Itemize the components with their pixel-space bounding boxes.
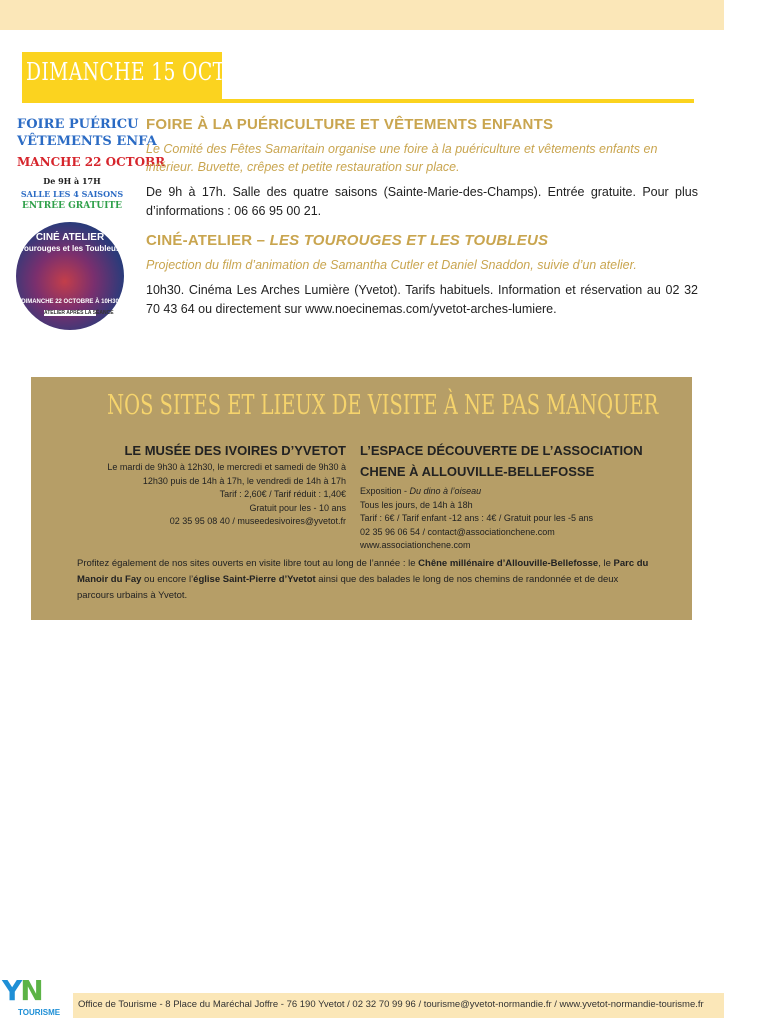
poster-line: ATELIER APRÈS LA SÉANCE (44, 310, 114, 316)
museum-price: Tarif : 2,60€ / Tarif réduit : 1,40€ (219, 489, 346, 499)
espace-price: Tarif : 6€ / Tarif enfant -12 ans : 4€ / Gratuit pour les -5 ans (360, 513, 593, 523)
event-description: Projection du film d’animation de Samantha Cutler et Daniel Snaddon, suivie d’un atelier. (146, 258, 637, 272)
espace-block (360, 440, 680, 553)
event-title-film: LES TOUROUGES ET LES TOUBLEUS (269, 232, 549, 249)
free-visit-paragraph (77, 556, 657, 604)
text-run-bold: église Saint-Pierre d’Yvetot (193, 574, 316, 585)
poster-line: MANCHE 22 OCTOBR (17, 155, 166, 169)
museum-hours: 12h30 puis de 14h à 17h, le vendredi de 14h à 17h (142, 475, 346, 486)
espace-website: www.associationchene.com (360, 540, 471, 550)
espace-expo (360, 485, 680, 499)
poster-line: FOIRE PUÉRICU (17, 117, 139, 132)
event-description: Le Comité des Fêtes Samaritain organise une foire à la puériculture et vêtements enfants en intérieur. Buvette, crêpes et petite restauration sur place. (146, 142, 658, 174)
cine-atelier-poster-image (16, 222, 124, 330)
poster-line: VÊTEMENTS ENFA (17, 134, 157, 149)
date-heading: DIMANCHE 15 OCTOBRE (26, 58, 284, 86)
event-title-prefix: CINÉ-ATELIER – (146, 232, 270, 249)
poster-line: Tourouges et les Toubleus (19, 244, 121, 253)
event-title (146, 232, 548, 249)
sites-heading-text: NOS SITES ET LIEUX DE VISITE À NE PAS MANQUER (107, 390, 659, 421)
text-run-bold: Chêne millénaire d’Allouville-Bellefosse (418, 558, 599, 569)
date-heading-rule (22, 99, 694, 103)
event-info: 10h30. Cinéma Les Arches Lumière (Yvetot). Tarifs habituels. Information et réservation au 02 32 70 43 64 ou directement sur www.noecinemas.com/yvetot-arches-lumiere. (146, 283, 698, 316)
text-run: , le (598, 558, 614, 569)
text-run: ou encore l’ (141, 574, 194, 585)
text-run-bold: Parc du Manoir du Fay (77, 558, 649, 585)
espace-expo-title: Du dino à l’oiseau (409, 486, 482, 496)
top-band (0, 0, 724, 30)
event-title: FOIRE À LA PUÉRICULTURE ET VÊTEMENTS ENFANTS (146, 116, 554, 133)
espace-expo-label: Exposition - (360, 486, 410, 496)
logo-letter: Y (2, 974, 21, 1007)
logo-letter: N (20, 974, 42, 1007)
espace-hours: Tous les jours, de 14h à 18h (360, 499, 473, 510)
poster-line: DIMANCHE 22 OCTOBRE À 10H30 (21, 299, 119, 305)
sites-heading (0, 390, 724, 421)
museum-price: Gratuit pour les - 10 ans (249, 502, 346, 513)
footer-contact-line: Office de Tourisme - 8 Place du Maréchal Joffre - 76 190 Yvetot / 02 32 70 99 96 / tourisme@yvetot-normandie.fr / www.yvetot-normandie-tourisme.fr (78, 999, 704, 1010)
museum-hours: Le mardi de 9h30 à 12h30, le mercredi et samedi de 9h30 à (107, 462, 346, 472)
logo-mark (2, 974, 42, 1007)
text-run: Profitez également de nos sites ouverts en visite libre tout au long de l’année : le (77, 558, 419, 569)
yvetot-tourisme-logo (0, 974, 73, 1020)
event-info: De 9h à 17h. Salle des quatre saisons (Sainte-Marie-des-Champs). Entrée gratuite. Pour plus d’informations : 06 66 95 00 21. (146, 185, 698, 218)
museum-block (40, 440, 346, 529)
poster-line: De 9H à 17H (43, 176, 101, 186)
poster-line: ENTRÉE GRATUITE (21, 201, 123, 211)
espace-name: CHENE À ALLOUVILLE-BELLEFOSSE (360, 464, 595, 479)
museum-contact: 02 35 95 08 40 / museedesivoires@yvetot.fr (169, 516, 346, 526)
foire-poster-image (17, 112, 166, 214)
espace-contact: 02 35 96 06 54 / contact@associationchene.com (360, 526, 555, 537)
poster-line: SALLE LES 4 SAISONS (20, 189, 124, 199)
espace-name: L’ESPACE DÉCOUVERTE DE L’ASSOCIATION (360, 443, 643, 458)
text-run: ainsi que des balades le long de nos chemins de randonnée et de deux parcours urbains à Yvetot. (77, 574, 619, 601)
poster-line: CINÉ ATELIER (35, 232, 105, 243)
logo-word: TOURISME (18, 1008, 61, 1017)
museum-name: LE MUSÉE DES IVOIRES D’YVETOT (124, 443, 346, 458)
